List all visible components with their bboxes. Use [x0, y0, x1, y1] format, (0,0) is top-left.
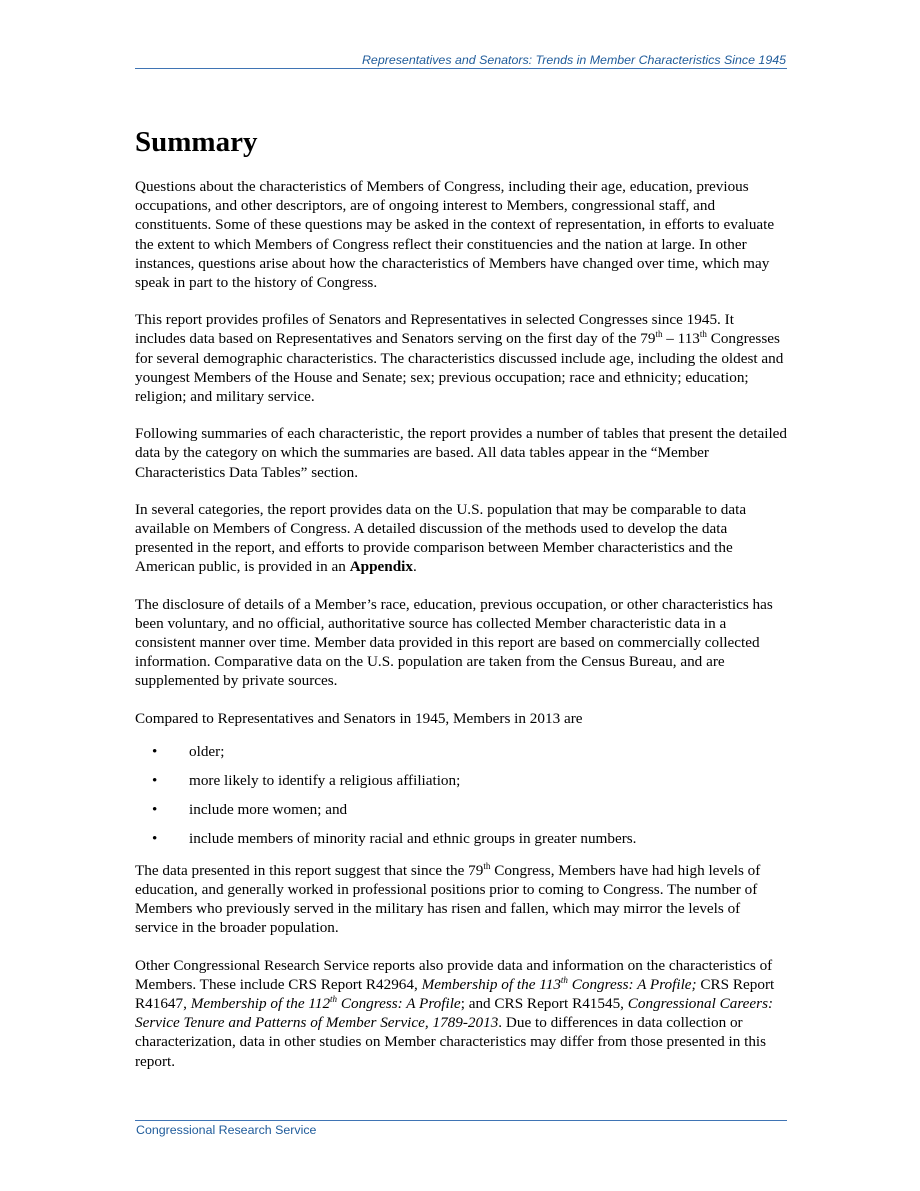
running-header: Representatives and Senators: Trends in Member Characteristics Since 1945: [361, 53, 786, 67]
list-item: • older;: [152, 742, 225, 760]
paragraph-1: Questions about the characteristics of Members of Congress, including their age, education, previous occupations, and other descriptors, are of ongoing interest to Members, congressional staff, and constituents. Some of these questions may be asked in the context of representation, in efforts to evaluate the extent to which Members of Congress reflect their constituencies and the nation at large. In other instances, questions arise about how the characteristics of Members have changed over time, which may speak in part to the history of Congress.: [135, 178, 775, 292]
bullet-icon: •: [152, 742, 158, 760]
report-title-r42964: Membership of the 113th Congress: A Profile;: [421, 974, 697, 993]
bullet-icon: •: [152, 772, 158, 790]
paragraph-4: In several categories, the report provides data on the U.S. population that may be comparable to data available on Members of Congress. A detailed discussion of the methods used to develop the data presented in the report, and efforts to provide comparison between Member characteristics and the American public, is provided in an Appendix.: [135, 500, 747, 576]
paragraph-6: Compared to Representatives and Senators in 1945, Members in 2013 are: [135, 709, 583, 727]
summary-body: [135, 177, 787, 1089]
list-item: • include more women; and: [152, 801, 348, 819]
list-item: • include members of minority racial and ethnic groups in greater numbers.: [152, 830, 637, 848]
section-title: Summary: [135, 126, 258, 158]
paragraph-3: Following summaries of each characteristic, the report provides a number of tables that present the detailed data by the category on which the summaries are based. All data tables appear in the “Member Characteristics Data Tables” section.: [135, 425, 787, 481]
bullet-icon: •: [152, 801, 158, 819]
paragraph-2: This report provides profiles of Senators and Representatives in selected Congresses since 1945. It includes data based on Representatives and Senators serving on the first day of the 79th – 113th Congresses for several demographic characteristics. The characteristics discussed include age, including the oldest and youngest Members of the House and Senate; sex; previous occupation; race and ethnicity; education; religion; and military service.: [135, 311, 784, 406]
report-title-r41545: Congressional Careers: Service Tenure and Patterns of Member Service, 1789-2013: [135, 994, 774, 1032]
bullet-icon: •: [152, 830, 158, 848]
footer-organization: Congressional Research Service: [136, 1123, 317, 1137]
report-title-r41647: Membership of the 112th Congress: A Profile: [190, 993, 461, 1012]
footer-divider: [135, 1120, 787, 1121]
list-item: • more likely to identify a religious affiliation;: [152, 772, 461, 790]
paragraph-5: The disclosure of details of a Member’s race, education, previous occupation, or other characteristics has been voluntary, and no official, authoritative source has collected Member characteristic data in a consistent manner over time. Member data provided in this report are based on commercially collected information. Comparative data on the U.S. population are taken from the Census Bureau, and are supplemented by private sources.: [135, 595, 773, 690]
comparison-list: [135, 742, 787, 849]
paragraph-7: The data presented in this report suggest that since the 79th Congress, Members have had high levels of education, and generally worked in professional positions prior to coming to Congress. The number of Members who previously served in the military has risen and fallen, which may mirror the levels of service in the broader population.: [135, 860, 761, 937]
header-divider: [135, 68, 787, 69]
paragraph-8: Other Congressional Research Service reports also provide data and information on the characteristics of Members. These include CRS Report R42964, Membership of the 113th Congress: A Profile; CRS Report R41647, Membership of the 112th Congress: A Profile; and CRS Report R41545, Congressional Careers: Service Tenure and Patterns of Member Service, 1789-2013. Due to differences in data collection or characterization, data in other studies on Member characteristics may differ from those presented in this report.: [135, 956, 775, 1070]
appendix-reference: Appendix: [349, 558, 413, 576]
